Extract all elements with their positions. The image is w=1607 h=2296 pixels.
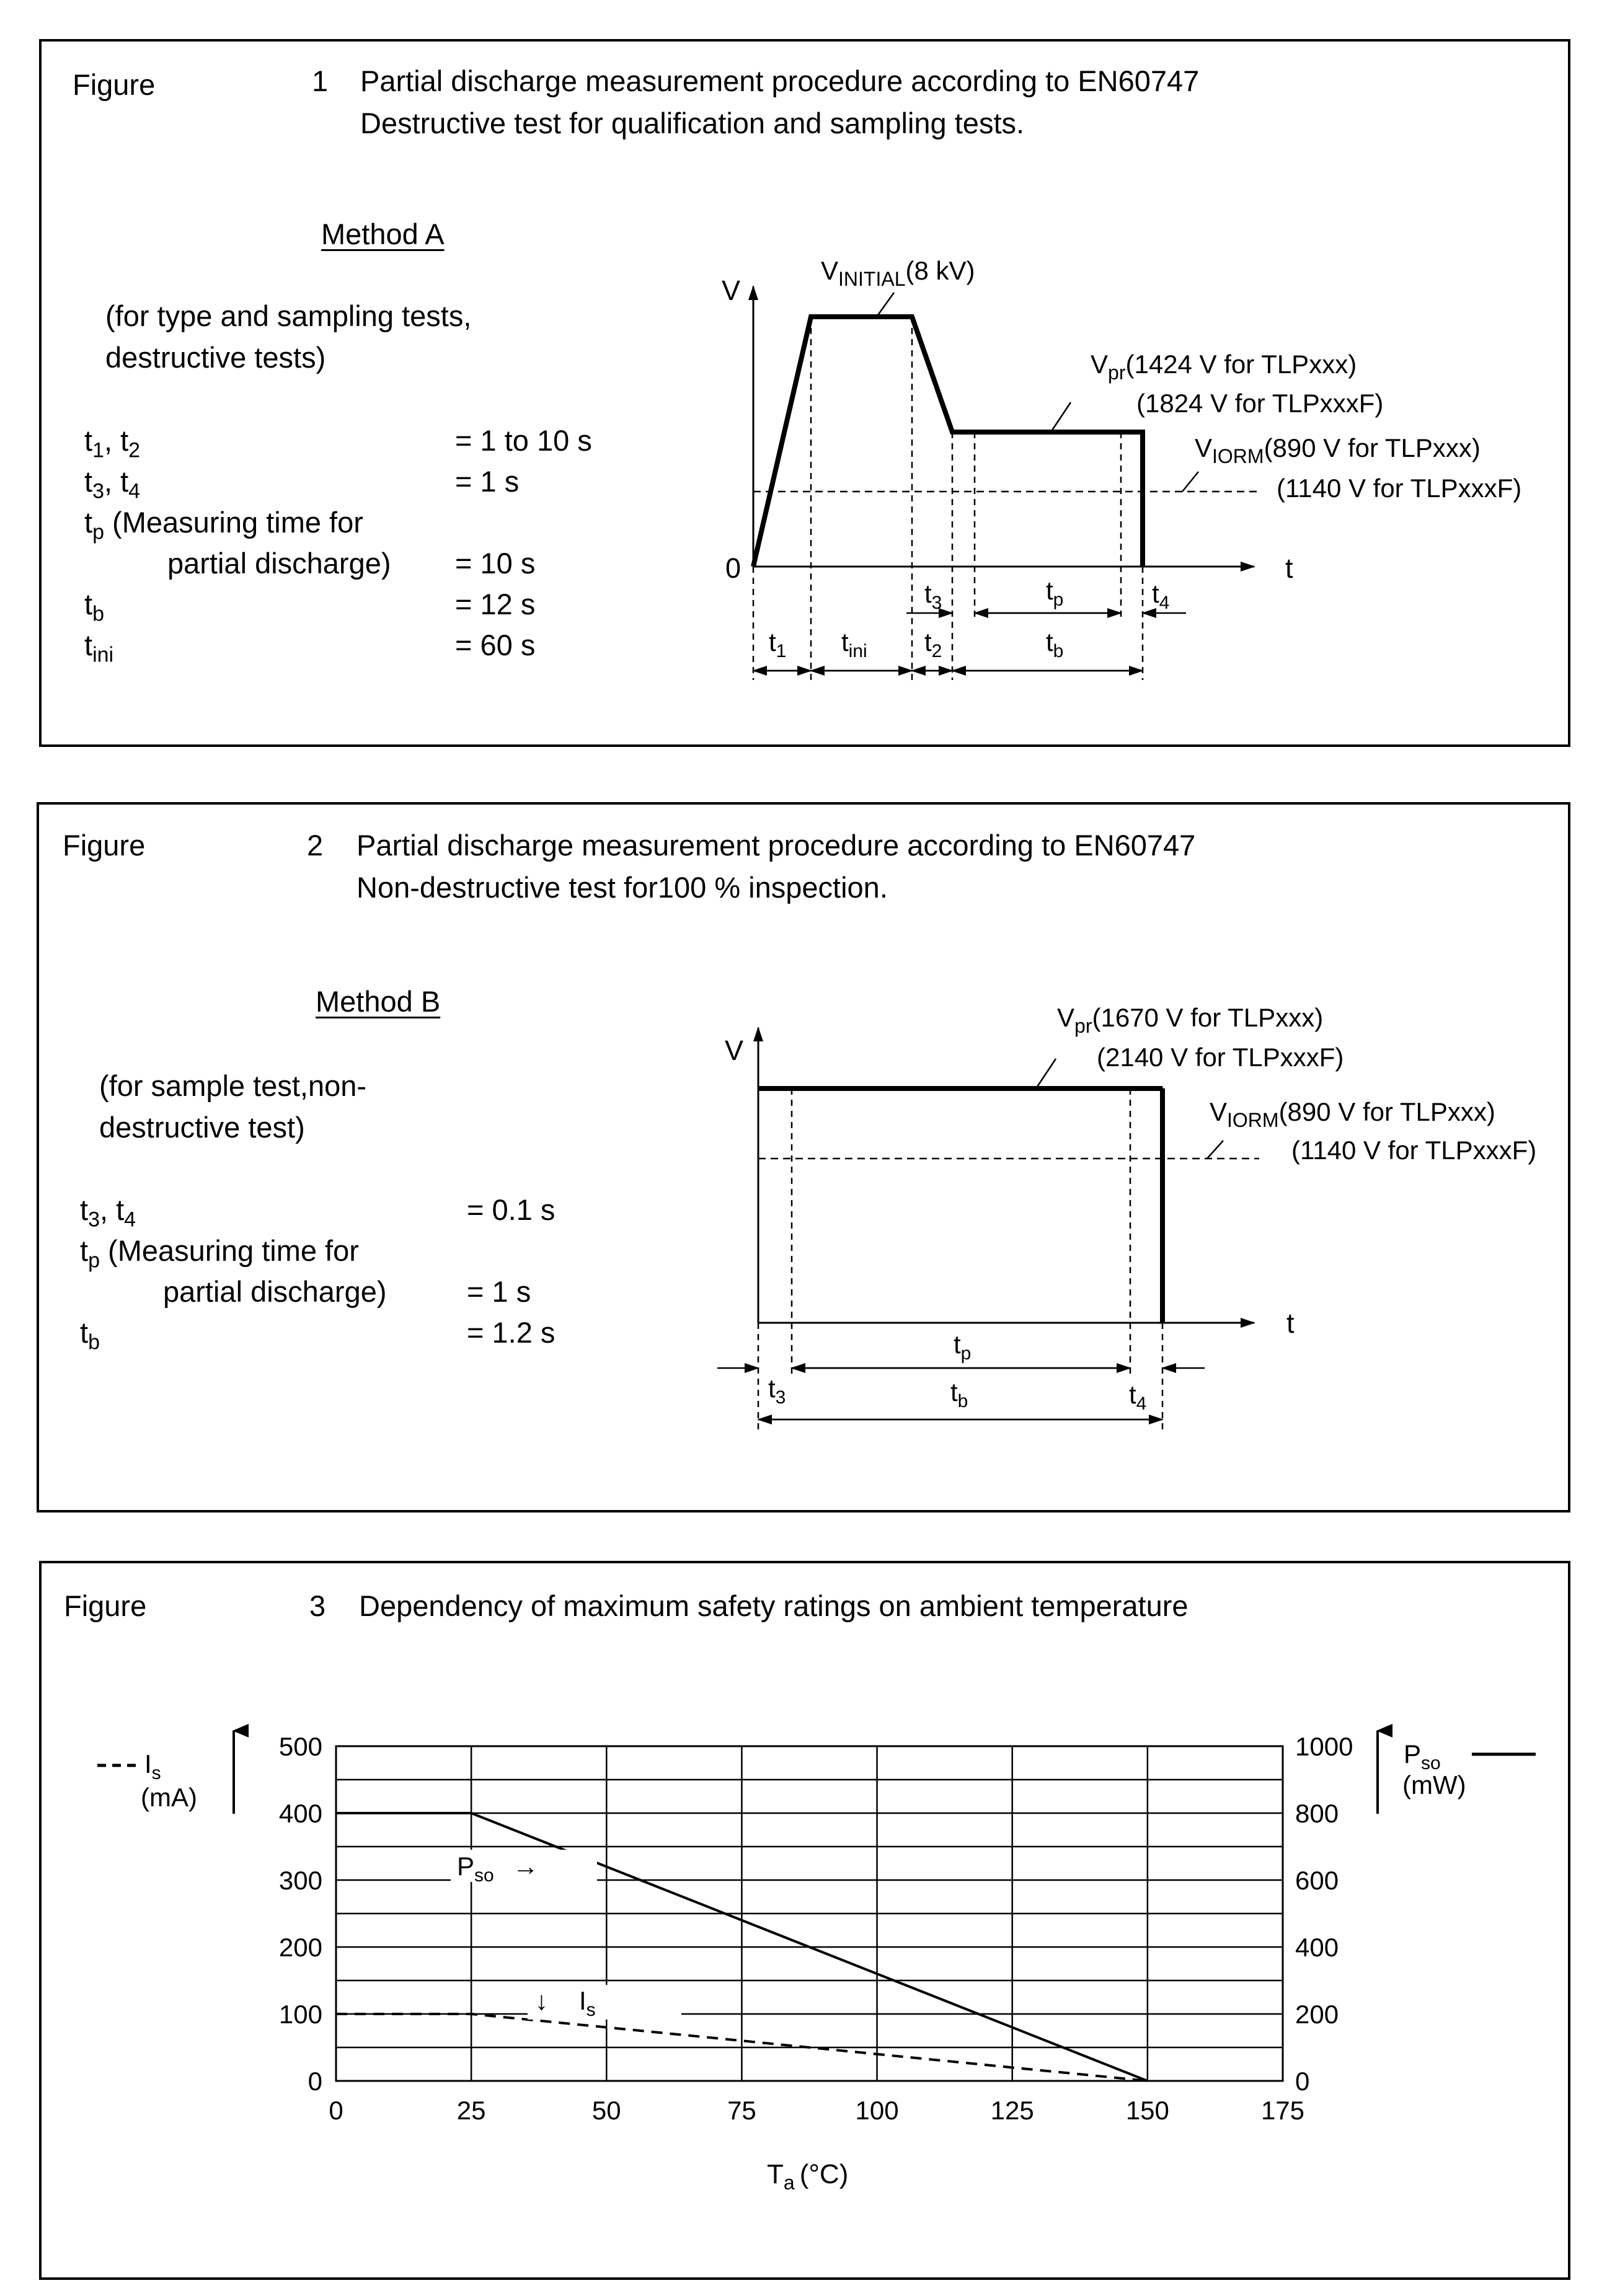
param-tb-value: = 12 s [455, 588, 536, 620]
x-tick-label: 50 [591, 2096, 621, 2125]
is-axis-unit: (mA) [141, 1783, 197, 1812]
label-t4: $t_4$ [1152, 579, 1170, 613]
pso-axis-unit: (mW) [1402, 1770, 1466, 1799]
label-b-t4: $t_4$ [1129, 1380, 1147, 1414]
viorm-leader [1182, 472, 1198, 492]
x-axis-title: $T_a$ (°C) [767, 2159, 849, 2194]
viorm-label: $V_{IORM}(890$ V for TLPxxx) [1195, 433, 1481, 467]
method-b-heading: Method B [316, 985, 441, 1018]
param-b-tb-value: = 1.2 s [467, 1316, 556, 1349]
figure-1-panel [39, 39, 1570, 747]
param-t1-t2: $t_1$, $t_2$ [84, 424, 141, 462]
figure-1-label: Figure [73, 68, 156, 101]
param-tb: $t_b$ [84, 588, 104, 626]
method-b-purpose-line2: destructive test) [99, 1111, 305, 1144]
figure-2-panel [37, 802, 1570, 1512]
param-tini-value: = 60 s [455, 629, 536, 661]
param-t3-t4-value: = 1 s [455, 465, 520, 498]
vinitial-leader [877, 293, 894, 317]
t-axis-label: t [1285, 552, 1293, 584]
figure-2-number: 2 [307, 829, 324, 862]
label-b-t3: $t_3$ [768, 1374, 786, 1408]
figure-3-label: Figure [64, 1589, 147, 1622]
v-axis-b-label: V [725, 1035, 744, 1066]
pso-axis-label: $P_{so}$ [1404, 1739, 1441, 1773]
param-b-t3-t4: $t_3$, $t_4$ [80, 1193, 136, 1232]
viorm-b-label: $V_{IORM}(890$ V for TLPxxx) [1210, 1097, 1495, 1131]
param-tp: $t_p$ (Measuring time for [84, 506, 363, 544]
y-left-tick-label: 0 [308, 2067, 322, 2096]
vpr-b-leader [1036, 1059, 1056, 1088]
param-b-tb: $t_b$ [80, 1316, 100, 1354]
vpr-label: $V_{pr}(1424$ V for TLPxxx) [1091, 350, 1357, 384]
x-tick-label: 0 [329, 2096, 343, 2125]
vpr-b-label-line2: (2140 V for TLPxxxF) [1097, 1043, 1344, 1072]
v-axis-label: V [722, 275, 741, 306]
figure-3-title: Dependency of maximum safety ratings on ambient temperature [359, 1589, 1189, 1622]
t-axis-b-label: t [1286, 1307, 1295, 1339]
pso-annotation: $P_{so}$ → [457, 1852, 539, 1886]
param-tp-value: = 10 s [455, 547, 536, 580]
label-b-tp: $t_p$ [954, 1330, 972, 1364]
method-b-timing-diagram [39, 805, 1573, 1515]
chart-grid [336, 1746, 1283, 2081]
y-right-tick-label: 600 [1295, 1866, 1339, 1895]
vpr-label-line2: (1824 V for TLPxxxF) [1136, 389, 1384, 418]
param-t3-t4: $t_3$, $t_4$ [84, 465, 141, 503]
y-right-tick-label: 400 [1295, 1933, 1339, 1962]
param-tini: $t_{ini}$ [84, 629, 114, 667]
param-tp-line2: partial discharge) [167, 547, 391, 580]
method-a-timing-diagram [42, 42, 1573, 749]
method-a-purpose-line2: destructive tests) [105, 341, 326, 374]
x-tick-label: 175 [1260, 2096, 1305, 2125]
method-b-purpose-line1: (for sample test,non- [99, 1069, 367, 1102]
y-left-tick-label: 400 [278, 1799, 322, 1828]
vinitial-label: $V_{INITIAL}(8$ kV) [821, 256, 975, 290]
vpr-b-label: $V_{pr}(1670$ V for TLPxxx) [1057, 1003, 1324, 1037]
is-annotation: ↓ $I_s$ [535, 1986, 596, 2020]
figure-2-title-line2: Non-destructive test for100 % inspection. [356, 871, 888, 904]
viorm-b-leader [1207, 1141, 1223, 1159]
figure-1-title-line2: Destructive test for qualification and sampling tests. [360, 107, 1025, 139]
method-a-purpose-line1: (for type and sampling tests, [105, 299, 472, 332]
param-b-tp: $t_p$ (Measuring time for [80, 1234, 359, 1273]
is-axis-label: $I_s$ [144, 1749, 161, 1783]
param-b-t3-t4-value: = 0.1 s [467, 1193, 556, 1226]
x-tick-label: 150 [1125, 2096, 1169, 2125]
chart-annotations [451, 1850, 681, 2020]
param-t1-t2-value: = 1 to 10 s [455, 424, 592, 457]
y-right-tick-label: 0 [1295, 2067, 1310, 2096]
x-tick-label: 100 [855, 2096, 899, 2125]
figure-2-label: Figure [63, 829, 146, 862]
y-left-tick-label: 200 [278, 1933, 322, 1962]
y-left-tick-label: 300 [278, 1866, 322, 1895]
voltage-profile-b-edges [758, 1088, 1162, 1323]
param-b-tp-value: = 1 s [467, 1275, 531, 1308]
label-tp: $t_p$ [1046, 576, 1064, 610]
y-right-tick-label: 200 [1295, 2000, 1339, 2029]
figure-1-number: 1 [312, 64, 329, 97]
label-tini: $t_{ini}$ [841, 627, 867, 661]
y-left-tick-label: 500 [278, 1732, 322, 1761]
figure-3-panel [39, 1561, 1570, 2280]
origin-label: 0 [725, 552, 742, 584]
y-right-tick-label: 1000 [1295, 1732, 1353, 1761]
figure-1-title-line1: Partial discharge measurement procedure according to EN60747 [360, 64, 1200, 97]
x-tick-label: 25 [456, 2096, 486, 2125]
label-tb: $t_b$ [1046, 627, 1064, 661]
figure-2-title-line1: Partial discharge measurement procedure according to EN60747 [356, 829, 1196, 862]
y-right-tick-label: 800 [1295, 1799, 1339, 1828]
label-t3: $t_3$ [924, 579, 942, 613]
label-t2: $t_2$ [924, 627, 942, 661]
y-left-tick-label: 100 [278, 2000, 322, 2029]
safety-ratings-chart [42, 1563, 1573, 2282]
vpr-leader [1051, 402, 1071, 432]
param-b-tp-line2: partial discharge) [163, 1275, 387, 1308]
x-tick-label: 125 [990, 2096, 1034, 2125]
label-b-tb: $t_b$ [950, 1377, 968, 1411]
chart-ticks [279, 1732, 1353, 2125]
figure-3-number: 3 [309, 1589, 326, 1622]
viorm-b-label-line2: (1140 V for TLPxxxF) [1291, 1136, 1537, 1165]
method-a-heading: Method A [321, 218, 445, 250]
x-tick-label: 75 [727, 2096, 756, 2125]
viorm-label-line2: (1140 V for TLPxxxF) [1277, 474, 1522, 503]
label-t1: $t_1$ [769, 627, 787, 661]
